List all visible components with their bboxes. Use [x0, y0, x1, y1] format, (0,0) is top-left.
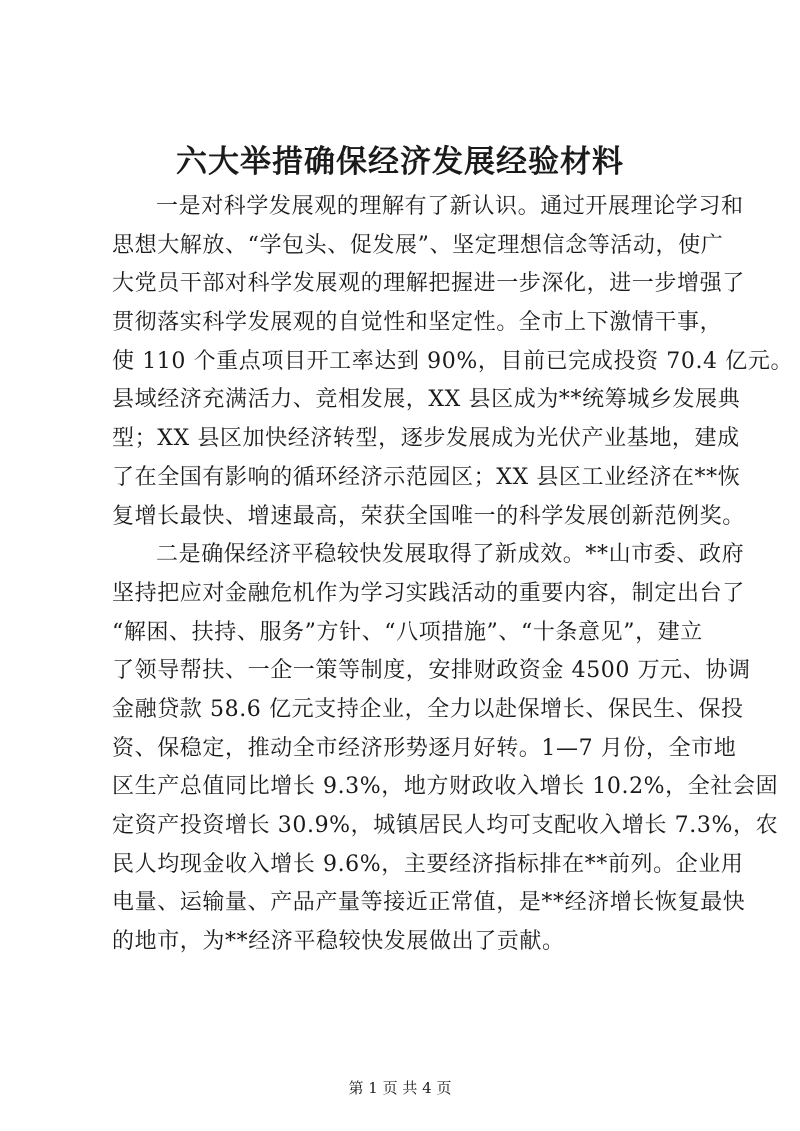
paragraph-1-line-7: 型；XX 县区加快经济转型，逐步发展成为光伏产业基地，建成	[112, 426, 740, 452]
paragraph-2-line-7: 区生产总值同比增长 9.3%，地方财政收入增长 10.2%，全社会固	[112, 774, 779, 800]
paragraph-2-line-1: 二是确保经济平稳较快发展取得了新成效。**山市委、政府	[156, 542, 745, 568]
paragraph-1-line-4: 贯彻落实科学发展观的自觉性和坚定性。全市上下激情干事，	[112, 310, 723, 336]
paragraph-2-line-11: 的地市，为**经济平稳较快发展做出了贡献。	[112, 929, 565, 955]
paragraph-1-line-1: 一是对科学发展观的理解有了新认识。通过开展理论学习和	[156, 194, 744, 219]
paragraph-2-line-10: 电量、运输量、产品产量等接近正常值，是**经济增长恢复最快	[112, 890, 746, 916]
paragraph-2-line-9: 民人均现金收入增长 9.6%，主要经济指标排在**前列。企业用	[112, 851, 744, 877]
page-number-footer: 第 1 页 共 4 页	[348, 1079, 452, 1097]
paragraph-2-line-3: “解困、扶持、服务”方针、“八项措施”、“十条意见”，建立	[112, 619, 703, 645]
paragraph-2-line-5: 金融贷款 58.6 亿元支持企业，全力以赴保增长、保民生、保投	[112, 696, 744, 722]
paragraph-2-line-2: 坚持把应对金融危机作为学习实践活动的重要内容，制定出台了	[112, 580, 745, 606]
paragraph-2-line-4: 了领导帮扶、一企一策等制度，安排财政资金 4500 万元、协调	[112, 658, 751, 684]
paragraph-1-line-9: 复增长最快、增速最高，荣获全国唯一的科学发展创新范例奖。	[112, 503, 745, 529]
paragraph-1-line-8: 了在全国有影响的循环经济示范园区；XX 县区工业经济在**恢	[112, 464, 741, 490]
document-body	[112, 188, 794, 962]
paragraph-1-line-2: 思想大解放、“学包头、促发展”、坚定理想信念等活动，使广	[112, 232, 724, 258]
paragraph-1-line-3: 大党员干部对科学发展观的理解把握进一步深化，进一步增强了	[112, 271, 745, 297]
paragraph-1-line-6: 县域经济充满活力、竞相发展，XX 县区成为**统筹城乡发展典	[112, 387, 741, 413]
paragraph-1-line-5: 使 110 个重点项目开工率达到 90%，目前已完成投资 70.4 亿元。	[112, 348, 794, 374]
paragraph-2-line-6: 资、保稳定，推动全市经济形势逐月好转。1—7 月份，全市地	[112, 735, 737, 761]
document-title: 六大举措确保经济发展经验材料	[176, 144, 624, 180]
paragraph-2-line-8: 定资产投资增长 30.9%，城镇居民人均可支配收入增长 7.3%，农	[112, 813, 779, 838]
